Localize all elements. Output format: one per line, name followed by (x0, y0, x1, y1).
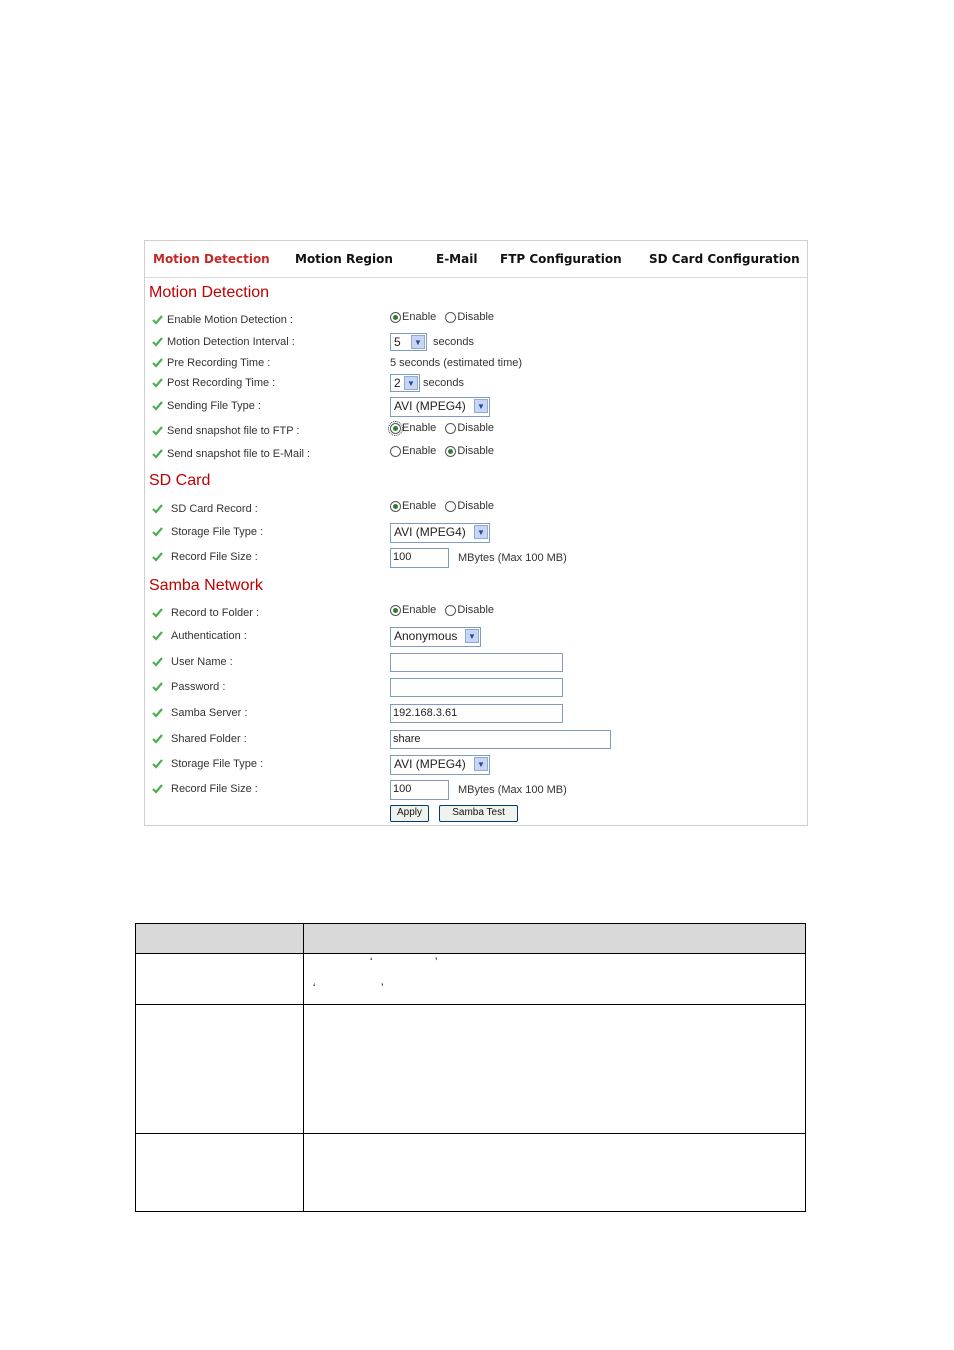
record-folder-label: Record to Folder : (171, 607, 260, 619)
password-label: Password : (171, 681, 226, 693)
chevron-down-icon: ▼ (404, 376, 418, 390)
table-header-row (136, 924, 806, 954)
check-icon (152, 315, 163, 325)
tab-bar (145, 241, 807, 278)
check-icon (152, 759, 163, 769)
check-icon (152, 784, 163, 794)
tab-ftp-configuration[interactable]: FTP Configuration (500, 252, 622, 266)
sending-file-type-value: AVI (MPEG4) (394, 399, 466, 413)
row-actions (145, 805, 807, 825)
table-cell (304, 1134, 806, 1212)
check-icon (152, 337, 163, 347)
row-enable-motion (145, 311, 807, 331)
samba-server-input[interactable]: 192.168.3.61 (390, 704, 563, 723)
row-pre-recording (145, 354, 807, 374)
email-enable-radio[interactable] (390, 446, 401, 457)
table-row (136, 954, 806, 1005)
sd-file-size-label: Record File Size : (171, 551, 258, 563)
chevron-down-icon: ▼ (411, 335, 425, 349)
interval-select[interactable] (390, 333, 427, 351)
samba-storage-value: AVI (MPEG4) (394, 757, 466, 771)
radio-label: Enable (402, 311, 437, 324)
row-sd-file-size (145, 548, 807, 568)
tab-email[interactable]: E-Mail (436, 252, 478, 266)
samba-enable-radio[interactable] (390, 605, 401, 616)
check-icon (152, 378, 163, 388)
email-disable-radio[interactable] (445, 446, 456, 457)
chevron-down-icon: ▼ (474, 525, 488, 539)
sd-storage-select[interactable] (390, 523, 490, 543)
radio-label: Disable (457, 445, 495, 458)
table-cell (304, 1005, 806, 1134)
user-name-label: User Name : (171, 656, 233, 668)
samba-disable-radio[interactable] (445, 605, 456, 616)
check-icon (152, 631, 163, 641)
table-row (136, 1005, 806, 1134)
post-recording-value: 2 (394, 376, 401, 390)
shared-folder-input[interactable]: share (390, 730, 611, 749)
radio-label: Disable (457, 500, 495, 513)
interval-label: Motion Detection Interval : (167, 336, 295, 348)
row-sending-file-type (145, 397, 807, 417)
row-shared-folder (145, 730, 807, 750)
apply-button[interactable]: Apply (390, 805, 429, 822)
row-user-name (145, 653, 807, 673)
interval-unit: seconds (433, 336, 474, 348)
row-snapshot-ftp (145, 422, 807, 442)
sd-disable-radio[interactable] (445, 501, 456, 512)
check-icon (152, 608, 163, 618)
check-icon (152, 734, 163, 744)
row-samba-server (145, 704, 807, 724)
shared-folder-label: Shared Folder : (171, 733, 247, 745)
check-icon (152, 358, 163, 368)
samba-storage-select[interactable] (390, 755, 490, 775)
check-icon (152, 449, 163, 459)
post-recording-unit: seconds (423, 377, 464, 389)
row-password (145, 678, 807, 698)
radio-label: Enable (402, 445, 437, 458)
section-title-sd-card: SD Card (149, 472, 211, 489)
check-icon (152, 527, 163, 537)
check-icon (152, 552, 163, 562)
samba-file-size-unit: MBytes (Max 100 MB) (458, 784, 567, 796)
pre-recording-label: Pre Recording Time : (167, 357, 271, 369)
tab-motion-region[interactable]: Motion Region (295, 252, 393, 266)
post-recording-label: Post Recording Time : (167, 377, 276, 389)
sd-record-label: SD Card Record : (171, 503, 258, 515)
samba-test-button[interactable]: Samba Test (439, 805, 518, 822)
row-samba-file-size (145, 780, 807, 800)
table-header-cell (304, 924, 806, 954)
table-cell (304, 954, 806, 1005)
check-icon (152, 657, 163, 667)
motion-settings-panel (144, 240, 808, 826)
radio-label: Enable (402, 604, 437, 617)
chevron-down-icon: ▼ (465, 629, 479, 643)
chevron-down-icon: ▼ (474, 757, 488, 771)
authentication-value: Anonymous (394, 629, 458, 643)
row-post-recording (145, 374, 807, 394)
check-icon (152, 426, 163, 436)
quote-mark: ’ (435, 956, 438, 968)
tab-motion-detection[interactable]: Motion Detection (153, 252, 270, 266)
authentication-select[interactable] (390, 627, 481, 647)
table-cell (136, 1134, 304, 1212)
enable-motion-label: Enable Motion Detection : (167, 314, 293, 326)
sd-storage-label: Storage File Type : (171, 526, 264, 538)
radio-label: Disable (457, 604, 495, 617)
row-samba-storage-type (145, 755, 807, 775)
password-input[interactable] (390, 678, 563, 697)
ftp-disable-radio[interactable] (445, 423, 456, 434)
snapshot-email-label: Send snapshot file to E-Mail : (167, 448, 311, 460)
check-icon (152, 682, 163, 692)
radio-label: Disable (457, 422, 495, 435)
row-snapshot-email (145, 445, 807, 465)
section-title-samba: Samba Network (149, 577, 263, 594)
row-sd-record (145, 500, 807, 520)
radio-label: Disable (457, 311, 495, 324)
authentication-label: Authentication : (171, 630, 247, 642)
quote-mark: ‘ (313, 982, 316, 994)
section-title-motion: Motion Detection (149, 284, 270, 301)
samba-file-size-input[interactable]: 100 (390, 780, 449, 800)
sd-file-size-input[interactable]: 100 (390, 548, 449, 568)
table-cell (136, 1005, 304, 1134)
quote-mark: ’ (381, 982, 384, 994)
tab-sd-card-configuration[interactable]: SD Card Configuration (649, 252, 800, 266)
sd-file-size-unit: MBytes (Max 100 MB) (458, 552, 567, 564)
samba-file-size-label: Record File Size : (171, 783, 258, 795)
table-header-cell (136, 924, 304, 954)
sd-enable-radio[interactable] (390, 501, 401, 512)
check-icon (152, 708, 163, 718)
description-table (135, 923, 806, 1212)
table-row (136, 1134, 806, 1212)
pre-recording-value: 5 seconds (estimated time) (390, 357, 523, 369)
ftp-enable-radio[interactable] (390, 423, 401, 434)
radio-label: Enable (402, 422, 437, 435)
samba-server-label: Samba Server : (171, 707, 248, 719)
samba-storage-label: Storage File Type : (171, 758, 264, 770)
row-authentication (145, 627, 807, 647)
row-record-folder (145, 604, 807, 624)
quote-mark: ‘ (370, 956, 373, 968)
table-cell (136, 954, 304, 1005)
post-recording-select[interactable] (390, 374, 420, 392)
user-name-input[interactable] (390, 653, 563, 672)
check-icon (152, 504, 163, 514)
sd-storage-value: AVI (MPEG4) (394, 525, 466, 539)
check-icon (152, 401, 163, 411)
motion-disable-radio[interactable] (445, 312, 456, 323)
chevron-down-icon: ▼ (474, 399, 488, 413)
motion-enable-radio[interactable] (390, 312, 401, 323)
sending-file-type-label: Sending File Type : (167, 400, 261, 412)
interval-value: 5 (394, 335, 401, 349)
sending-file-type-select[interactable] (390, 397, 490, 417)
snapshot-ftp-label: Send snapshot file to FTP : (167, 425, 300, 437)
row-motion-interval (145, 333, 807, 353)
radio-label: Enable (402, 500, 437, 513)
row-sd-storage-type (145, 523, 807, 543)
